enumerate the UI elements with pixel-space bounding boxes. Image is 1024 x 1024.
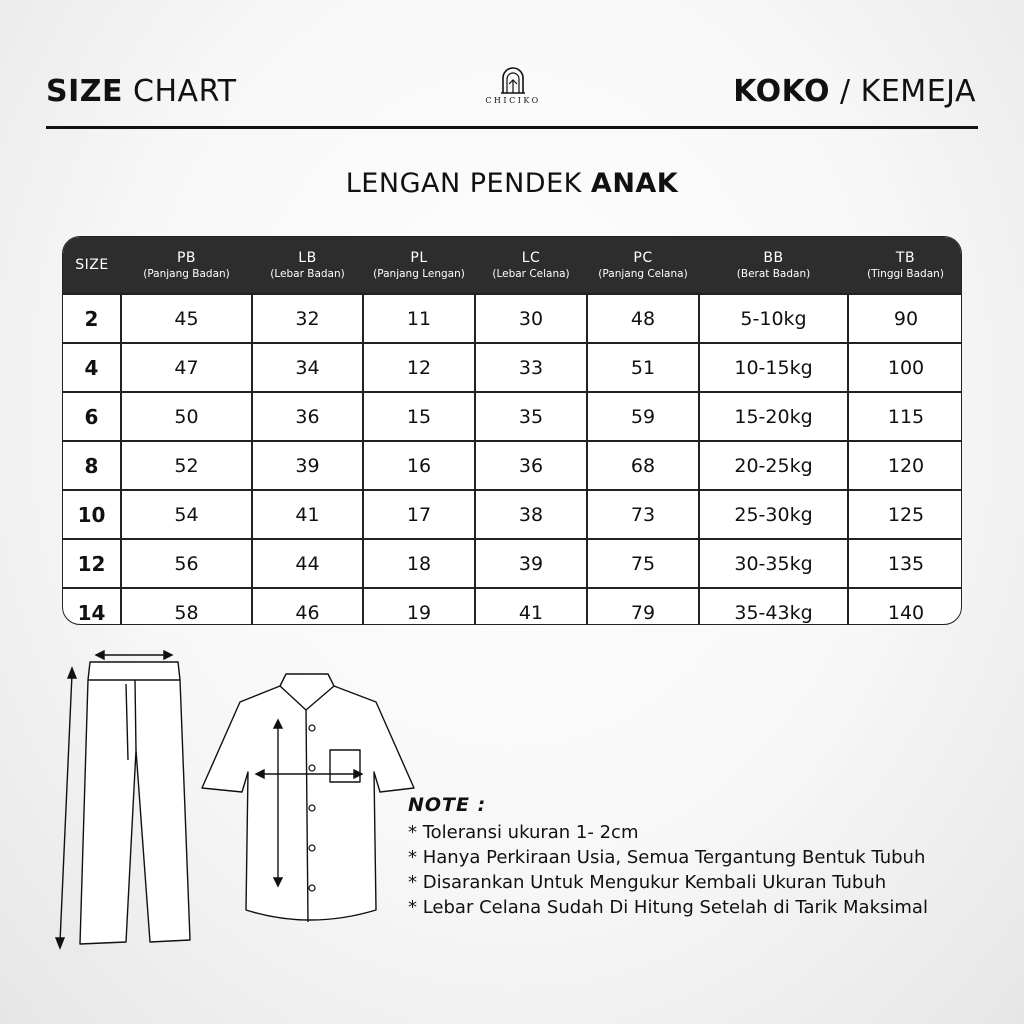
column-header-bb bbox=[699, 237, 848, 294]
notes-section bbox=[408, 794, 988, 920]
table-row bbox=[63, 539, 962, 588]
size-cell: 14 bbox=[63, 588, 121, 625]
column-code: LC bbox=[521, 250, 541, 266]
note-item: * Hanya Perkiraan Usia, Semua Tergantung Bentuk Tubuh bbox=[408, 847, 926, 868]
measurement-cell: 35-43kg bbox=[699, 588, 848, 625]
measurement-cell: 32 bbox=[252, 294, 363, 343]
size-cell: 2 bbox=[63, 294, 121, 343]
measurement-cell: 79 bbox=[587, 588, 699, 625]
note-item: * Disarankan Untuk Mengukur Kembali Ukuran Tubuh bbox=[408, 872, 887, 893]
column-header-lc bbox=[475, 237, 587, 294]
column-description: (Berat Badan) bbox=[736, 268, 811, 280]
measurement-cell: 47 bbox=[121, 343, 252, 392]
measurement-cell: 52 bbox=[121, 441, 252, 490]
measurement-cell: 50 bbox=[121, 392, 252, 441]
measurement-cell: 20-25kg bbox=[699, 441, 848, 490]
measurement-cell: 68 bbox=[587, 441, 699, 490]
header-kemeja-word: / KEMEJA bbox=[830, 74, 976, 109]
table-body bbox=[63, 294, 962, 625]
size-table bbox=[62, 236, 962, 625]
table-row bbox=[63, 392, 962, 441]
note-item: * Lebar Celana Sudah Di Hitung Setelah di Tarik Maksimal bbox=[408, 897, 928, 918]
measurement-cell: 35 bbox=[475, 392, 587, 441]
measurement-cell: 48 bbox=[587, 294, 699, 343]
brand-logo-icon bbox=[500, 66, 526, 94]
size-cell: 12 bbox=[63, 539, 121, 588]
table-row bbox=[63, 343, 962, 392]
measurement-cell: 125 bbox=[848, 490, 962, 539]
table-header-row bbox=[63, 237, 962, 294]
measurement-cell: 17 bbox=[363, 490, 475, 539]
pants-length-arrow bbox=[56, 668, 76, 948]
measurement-cell: 30-35kg bbox=[699, 539, 848, 588]
measurement-cell: 120 bbox=[848, 441, 962, 490]
header-koko-word: KOKO bbox=[733, 74, 830, 109]
measurement-cell: 58 bbox=[121, 588, 252, 625]
header-title-right bbox=[733, 74, 976, 109]
shirt-drawing bbox=[202, 674, 414, 922]
header-size-word: SIZE bbox=[46, 74, 124, 109]
measurement-cell: 45 bbox=[121, 294, 252, 343]
measurement-cell: 115 bbox=[848, 392, 962, 441]
measurement-cell: 15 bbox=[363, 392, 475, 441]
column-description: (Tinggi Badan) bbox=[867, 268, 944, 280]
header-chart-word: CHART bbox=[123, 74, 237, 109]
column-code: PC bbox=[633, 250, 653, 266]
notes-list bbox=[408, 820, 988, 920]
measurement-cell: 30 bbox=[475, 294, 587, 343]
size-cell: 10 bbox=[63, 490, 121, 539]
measurement-cell: 5-10kg bbox=[699, 294, 848, 343]
table-row bbox=[63, 294, 962, 343]
column-header-tb bbox=[848, 237, 962, 294]
measurement-cell: 25-30kg bbox=[699, 490, 848, 539]
measurement-cell: 135 bbox=[848, 539, 962, 588]
size-cell: 4 bbox=[63, 343, 121, 392]
column-header-size bbox=[63, 237, 121, 294]
column-header-pl bbox=[363, 237, 475, 294]
measurement-cell: 54 bbox=[121, 490, 252, 539]
measurement-cell: 38 bbox=[475, 490, 587, 539]
measurement-cell: 90 bbox=[848, 294, 962, 343]
pants-waist-arrow bbox=[96, 651, 172, 659]
measurement-cell: 19 bbox=[363, 588, 475, 625]
pants-drawing bbox=[80, 662, 190, 944]
column-code: PL bbox=[410, 250, 428, 266]
table-row bbox=[63, 490, 962, 539]
measurement-cell: 10-15kg bbox=[699, 343, 848, 392]
garment-illustration bbox=[40, 640, 440, 980]
measurement-cell: 51 bbox=[587, 343, 699, 392]
measurement-cell: 15-20kg bbox=[699, 392, 848, 441]
brand-logo-text: CHICIKO bbox=[485, 96, 541, 105]
header-title-left bbox=[46, 74, 237, 109]
column-description: (Lebar Celana) bbox=[492, 268, 570, 280]
column-code: PB bbox=[176, 250, 197, 266]
column-code: LB bbox=[298, 250, 317, 266]
measurement-cell: 41 bbox=[475, 588, 587, 625]
measurement-cell: 41 bbox=[252, 490, 363, 539]
column-description: (Panjang Badan) bbox=[143, 268, 230, 280]
column-code: TB bbox=[895, 250, 916, 266]
column-header-pc bbox=[587, 237, 699, 294]
measurement-cell: 34 bbox=[252, 343, 363, 392]
brand-logo bbox=[478, 66, 548, 110]
table-row bbox=[63, 441, 962, 490]
column-header-lb bbox=[252, 237, 363, 294]
measurement-cell: 11 bbox=[363, 294, 475, 343]
measurement-cell: 36 bbox=[475, 441, 587, 490]
table-title-bold: ANAK bbox=[590, 168, 679, 199]
column-code: BB bbox=[763, 250, 784, 266]
column-code: SIZE bbox=[75, 257, 109, 273]
measurement-cell: 18 bbox=[363, 539, 475, 588]
table-title bbox=[0, 168, 1024, 199]
size-cell: 8 bbox=[63, 441, 121, 490]
note-item: * Toleransi ukuran 1- 2cm bbox=[408, 822, 639, 843]
measurement-cell: 33 bbox=[475, 343, 587, 392]
column-description: (Lebar Badan) bbox=[270, 268, 345, 280]
notes-title: NOTE : bbox=[408, 794, 487, 816]
column-description: (Panjang Lengan) bbox=[373, 268, 465, 280]
measurement-cell: 100 bbox=[848, 343, 962, 392]
size-cell: 6 bbox=[63, 392, 121, 441]
measurement-cell: 39 bbox=[252, 441, 363, 490]
table-title-light: LENGAN PENDEK bbox=[345, 168, 591, 199]
measurement-cell: 59 bbox=[587, 392, 699, 441]
measurement-cell: 140 bbox=[848, 588, 962, 625]
measurement-cell: 75 bbox=[587, 539, 699, 588]
measurement-cell: 44 bbox=[252, 539, 363, 588]
measurement-cell: 39 bbox=[475, 539, 587, 588]
measurement-cell: 56 bbox=[121, 539, 252, 588]
measurement-cell: 36 bbox=[252, 392, 363, 441]
measurement-cell: 73 bbox=[587, 490, 699, 539]
column-description: (Panjang Celana) bbox=[598, 268, 688, 280]
measurement-cell: 12 bbox=[363, 343, 475, 392]
table-row bbox=[63, 588, 962, 625]
header-divider bbox=[46, 126, 978, 129]
measurement-cell: 16 bbox=[363, 441, 475, 490]
measurement-cell: 46 bbox=[252, 588, 363, 625]
column-header-pb bbox=[121, 237, 252, 294]
